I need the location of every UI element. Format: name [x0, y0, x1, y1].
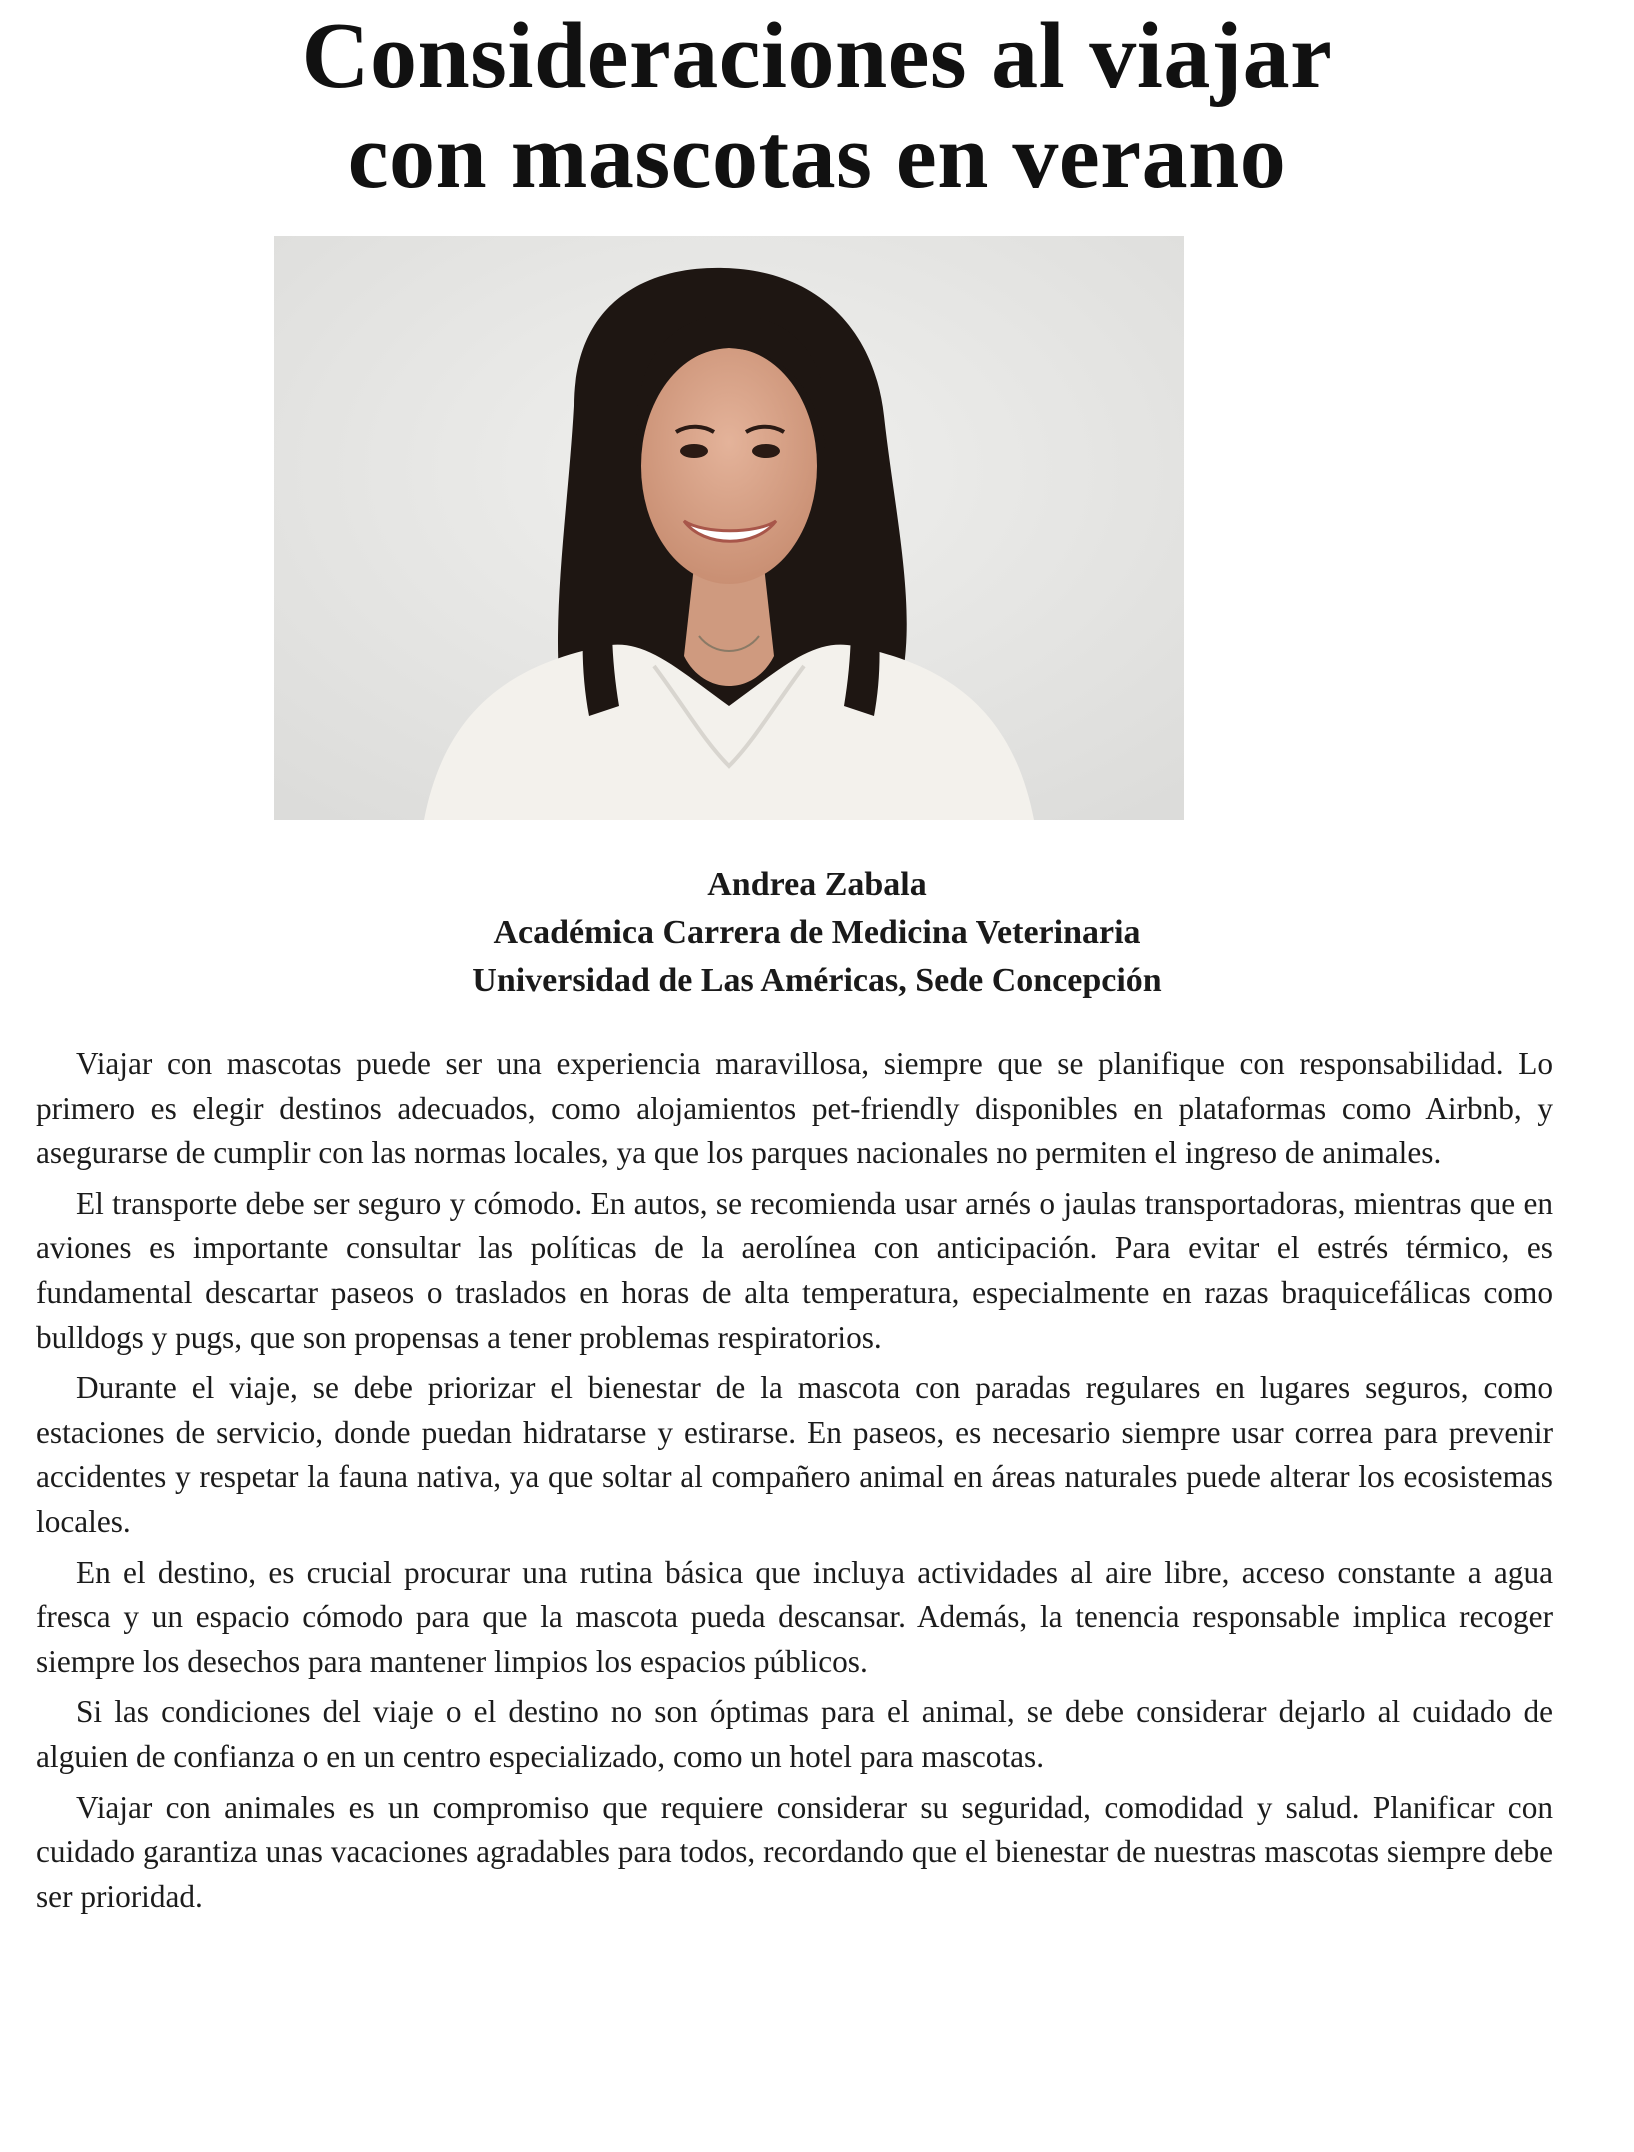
- author-name: Andrea Zabala: [707, 866, 927, 903]
- body-paragraph: Si las condiciones del viaje o el destino no son óptimas para el animal, se debe considerar dejarlo al cuidado de alguien de confianza o en un centro especializado, como un hotel para mascotas.: [36, 1694, 1553, 1774]
- body-paragraph: Viajar con animales es un compromiso que requiere considerar su seguridad, comodidad y salud. Planificar con cuidado garantiza unas vacaciones agradables para todos, recordando que el bienestar de nuestras mascotas siempre debe ser prioridad.: [36, 1789, 1553, 1914]
- author-role: Académica Carrera de Medicina Veterinaria: [493, 914, 1141, 951]
- author-photo: [274, 236, 1184, 820]
- article-title-line-1: Consideraciones al viajar: [301, 4, 1333, 108]
- body-paragraph: Viajar con mascotas puede ser una experiencia maravillosa, siempre que se planifique con responsabilidad. Lo primero es elegir destinos adecuados, como alojamientos pet-friendly disponibles en plataformas como Airbnb, y asegurarse de cumplir con las normas locales, ya que los parques nacionales no permiten el ingreso de animales.: [36, 1046, 1553, 1171]
- author-institution: Universidad de Las Américas, Sede Concepción: [472, 962, 1162, 999]
- article-title-line-2: con mascotas en verano: [347, 105, 1287, 207]
- body-paragraph: En el destino, es crucial procurar una rutina básica que incluya actividades al aire libre, acceso constante a agua fresca y un espacio cómodo para que la mascota pueda descansar. Además, la tenencia responsable implica recoger siempre los desechos para mantener limpios los espacios públicos.: [36, 1554, 1553, 1679]
- author-byline: [0, 861, 1634, 1005]
- body-paragraph: El transporte debe ser seguro y cómodo. En autos, se recomienda usar arnés o jaulas transportadoras, mientras que en aviones es importante consultar las políticas de la aerolínea con anticipación. Para evitar el estrés térmico, es fundamental descartar paseos o traslados en horas de alta temperatura, especialmente en razas braquicefálicas como bulldogs y pugs, que son propensas a tener problemas respiratorios.: [36, 1185, 1553, 1355]
- article-body: [36, 1042, 1553, 1925]
- article-title: [0, 4, 1634, 207]
- body-paragraph: Durante el viaje, se debe priorizar el bienestar de la mascota con paradas regulares en lugares seguros, como estaciones de servicio, donde puedan hidratarse y estirarse. En paseos, es necesario siempre usar correa para prevenir accidentes y respetar la fauna nativa, ya que soltar al compañero animal en áreas naturales puede alterar los ecosistemas locales.: [36, 1370, 1553, 1539]
